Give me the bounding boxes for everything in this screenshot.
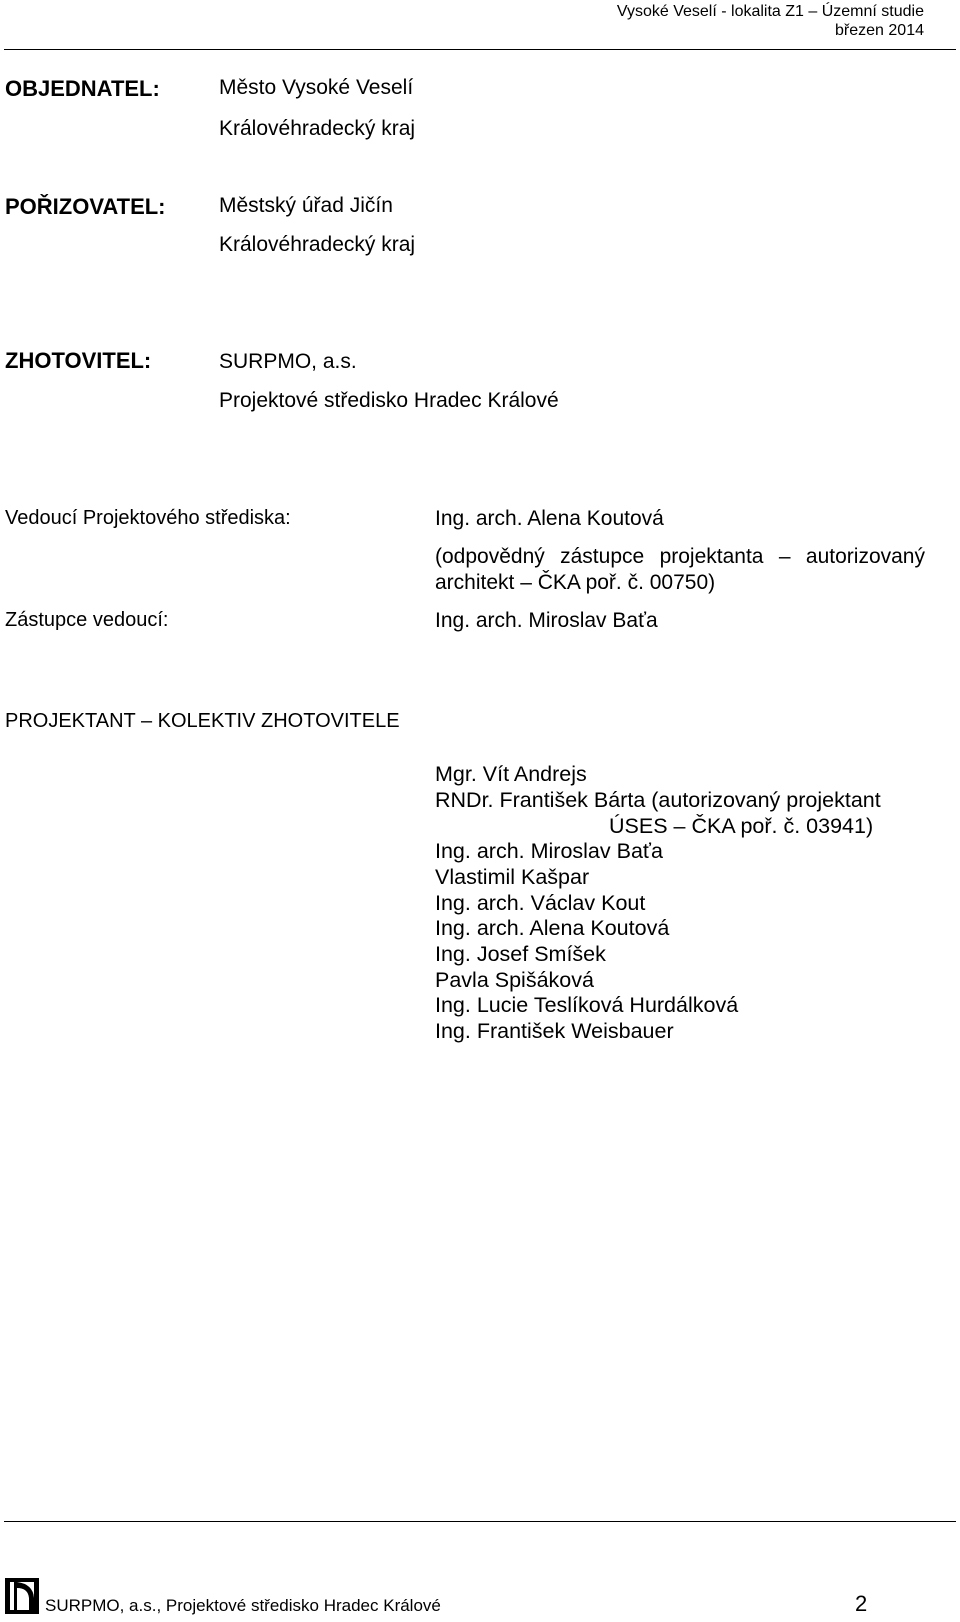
team-member: Ing. Josef Smíšek xyxy=(435,942,606,966)
header-date: březen 2014 xyxy=(835,22,924,39)
team-member: Ing. arch. Miroslav Baťa xyxy=(435,839,663,863)
team-member: Mgr. Vít Andrejs xyxy=(435,762,587,786)
header-rule xyxy=(4,49,956,50)
vedouci-note-line-2: architekt – ČKA poř. č. 00750) xyxy=(435,571,716,594)
team-member-continuation: ÚSES – ČKA poř. č. 03941) xyxy=(609,814,874,838)
objednatel-line-2: Královéhradecký kraj xyxy=(219,117,416,140)
zhotovitel-line-1: SURPMO, a.s. xyxy=(219,350,357,373)
objednatel-line-1: Město Vysoké Veselí xyxy=(219,76,414,99)
footer-rule xyxy=(4,1521,956,1522)
zastupce-label: Zástupce vedoucí: xyxy=(5,609,169,631)
zhotovitel-line-2: Projektové středisko Hradec Králové xyxy=(219,389,559,412)
zastupce-name: Ing. arch. Miroslav Baťa xyxy=(435,609,658,632)
porizovatel-line-1: Městský úřad Jičín xyxy=(219,194,393,217)
kolektiv-heading: PROJEKTANT – KOLEKTIV ZHOTOVITELE xyxy=(5,710,400,732)
page-number: 2 xyxy=(855,1591,868,1616)
vedouci-label: Vedoucí Projektového střediska: xyxy=(5,507,291,529)
team-member: Ing. Lucie Teslíková Hurdálková xyxy=(435,993,739,1017)
header-title: Vysoké Veselí - lokalita Z1 – Územní studie xyxy=(616,3,924,20)
team-member: RNDr. František Bárta (autorizovaný projektant xyxy=(435,788,881,812)
footer-text: SURPMO, a.s., Projektové středisko Hradec Králové xyxy=(45,1596,441,1615)
zhotovitel-label: ZHOTOVITEL: xyxy=(5,348,152,373)
team-member: Pavla Spišáková xyxy=(435,968,594,992)
team-member: Ing. arch. Alena Koutová xyxy=(435,916,670,940)
team-member: Ing. arch. Václav Kout xyxy=(435,891,646,915)
porizovatel-label: POŘIZOVATEL: xyxy=(5,194,166,219)
surpmo-logo-icon xyxy=(5,1578,39,1614)
objednatel-label: OBJEDNATEL: xyxy=(5,76,160,101)
porizovatel-line-2: Královéhradecký kraj xyxy=(219,233,416,256)
team-member: Vlastimil Kašpar xyxy=(435,865,590,889)
vedouci-note-line-1: (odpovědný zástupce projektanta – autorizovaný xyxy=(435,545,925,568)
vedouci-name: Ing. arch. Alena Koutová xyxy=(435,507,664,530)
team-member: Ing. František Weisbauer xyxy=(435,1019,674,1043)
